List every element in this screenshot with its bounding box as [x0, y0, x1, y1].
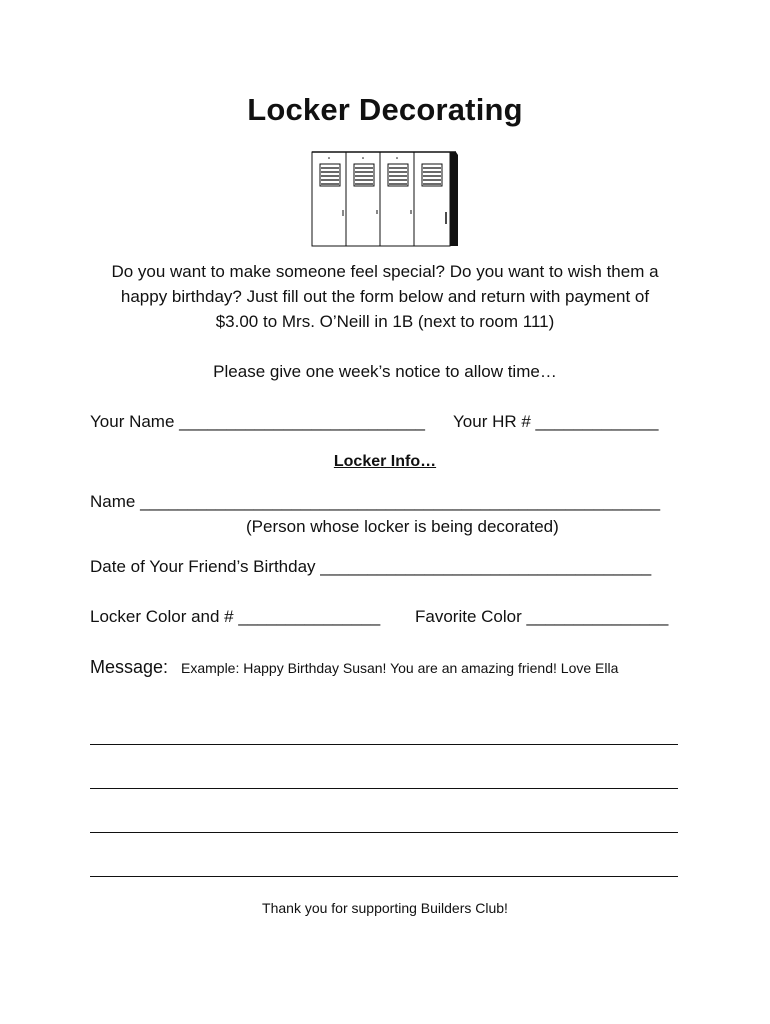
your-hr-blank[interactable]: _____________	[535, 412, 659, 431]
intro-line: Do you want to make someone feel special? Do you want to wish them a	[111, 262, 659, 281]
favorite-color-field[interactable]	[415, 607, 668, 627]
your-name-field[interactable]	[90, 412, 425, 432]
intro-paragraph	[60, 259, 710, 334]
your-hr-field[interactable]	[453, 412, 658, 432]
favorite-color-blank[interactable]: _______________	[526, 607, 669, 626]
locker-color-label: Locker Color and #	[90, 607, 234, 626]
page-title: Locker Decorating	[247, 92, 523, 127]
message-line[interactable]	[90, 744, 678, 745]
your-name-blank[interactable]: __________________________	[179, 412, 425, 431]
locker-color-field[interactable]	[90, 607, 380, 627]
message-label: Message:	[90, 657, 169, 677]
birthday-label: Date of Your Friend’s Birthday	[90, 557, 316, 576]
footer-thanks: Thank you for supporting Builders Club!	[262, 900, 508, 916]
notice-text: Please give one week’s notice to allow time…	[213, 362, 557, 381]
friend-name-label: Name	[90, 492, 136, 511]
friend-name-blank[interactable]: _______________________________________________________	[140, 492, 661, 511]
favorite-color-label: Favorite Color	[415, 607, 522, 626]
birthday-blank[interactable]: ___________________________________	[320, 557, 652, 576]
message-example: Example: Happy Birthday Susan! You are an amazing friend! Love Ella	[181, 660, 619, 676]
intro-line: happy birthday? Just fill out the form below and return with payment of	[120, 287, 650, 306]
lockers-illustration-icon	[308, 150, 464, 248]
your-hr-label: Your HR #	[453, 412, 531, 431]
friend-name-field[interactable]	[90, 492, 660, 512]
message-line[interactable]	[90, 876, 678, 877]
message-line[interactable]	[90, 832, 678, 833]
intro-line: $3.00 to Mrs. O’Neill in 1B (next to room 111)	[215, 312, 555, 331]
message-line[interactable]	[90, 788, 678, 789]
birthday-field[interactable]	[90, 557, 651, 577]
your-name-label: Your Name	[90, 412, 175, 431]
locker-info-heading: Locker Info…	[333, 453, 437, 470]
locker-color-blank[interactable]: _______________	[238, 607, 381, 626]
friend-name-hint: (Person whose locker is being decorated)	[246, 517, 559, 536]
